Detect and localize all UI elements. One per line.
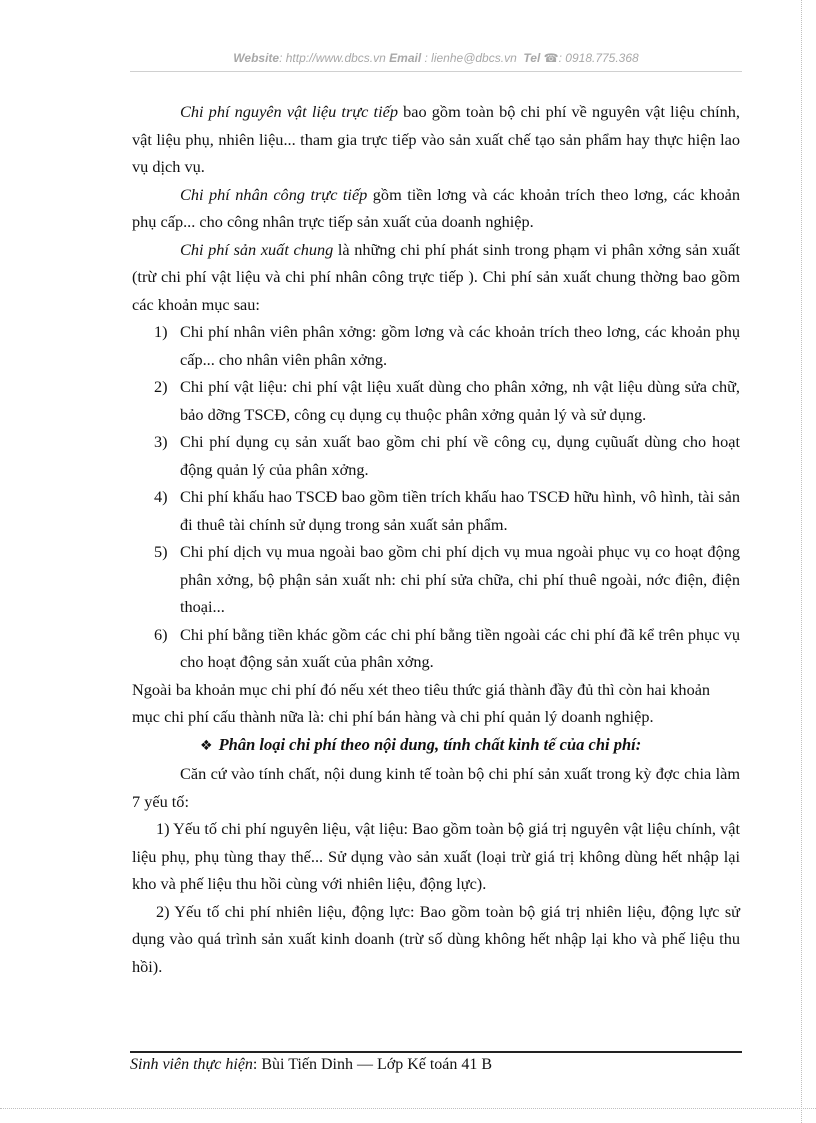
footer-label: Sinh viên thực hiện bbox=[130, 1056, 253, 1073]
page-header bbox=[130, 51, 742, 72]
list-text: Chi phí nhân viên phân xởng: gồm lơng và các khoản trích theo lơng, các khoản phụ cấp... cho nhân viên phân xởng. bbox=[180, 322, 740, 369]
term-direct-materials: Chi phí nguyên vật liệu trực tiếp bbox=[180, 102, 398, 121]
paragraph-direct-materials bbox=[132, 98, 740, 181]
list-item bbox=[132, 373, 740, 428]
term-direct-labor: Chi phí nhân công trực tiếp bbox=[180, 184, 368, 204]
list-number: 3) bbox=[154, 432, 168, 451]
list-item bbox=[132, 318, 740, 373]
list-number: 1) bbox=[154, 322, 168, 341]
page-footer bbox=[130, 1051, 742, 1074]
tel-number: : 0918.775.368 bbox=[558, 51, 639, 65]
tel-label: Tel bbox=[523, 51, 541, 65]
list-item bbox=[132, 621, 740, 676]
paragraph-text: bao gồm toàn bộ chi phí về nguyên vật liệu chính, vật liệu phụ, nhiên liệu... tham gia trực tiếp vào sản xuất chế tạo sản phẩm hay thực hiện lao vụ dịch vụ. bbox=[132, 102, 740, 176]
phone-icon: ☎ bbox=[543, 51, 559, 65]
list-text: Chi phí dụng cụ sản xuất bao gồm chi phí về công cụ, dụng cụũuất dùng cho hoạt động quản lý của phân xởng. bbox=[180, 432, 740, 479]
list-number: 5) bbox=[154, 542, 168, 561]
document-body bbox=[132, 98, 740, 980]
diamond-bullet-icon: ❖ bbox=[200, 737, 213, 754]
paragraph-direct-labor bbox=[132, 181, 740, 236]
footer-value: : Bùi Tiến Dinh — Lớp Kế toán 41 B bbox=[252, 1056, 493, 1073]
email-label: Email bbox=[389, 51, 422, 65]
overhead-list bbox=[132, 318, 740, 676]
heading-text: Phân loại chi phí theo nội dung, tính chất kinh tế của chi phí: bbox=[218, 734, 642, 754]
list-text: Chi phí vật liệu: chi phí vật liệu xuất dùng cho phân xởng, nh vật liệu dùng sửa chữ, bảo dỡng TSCĐ, công cụ dụng cụ thuộc phân xởng quản lý và sử dụng. bbox=[180, 377, 740, 424]
list-text: Chi phí khấu hao TSCĐ bao gồm tiền trích khấu hao TSCĐ hữu hình, vô hình, tài sản đi thuê tài chính sử dụng trong sản xuất sản phẩm. bbox=[180, 487, 740, 534]
list-item bbox=[132, 428, 740, 483]
website-label: Website bbox=[233, 51, 280, 65]
page-border-bottom bbox=[0, 1108, 816, 1109]
section-heading bbox=[132, 731, 740, 761]
factor-item-1: 1) Yếu tố chi phí nguyên liệu, vật liệu: Bao gồm toàn bộ giá trị nguyên vật liệu chính, vật liệu phụ, phụ tùng thay thế... Sử dụng vào sản xuất (loại trừ giá trị không dùng hết nhập lại kho và phế liệu thu hồi cùng với nhiên liệu, động lực). bbox=[132, 819, 740, 893]
term-overhead: Chi phí sản xuất chung bbox=[180, 239, 334, 259]
list-number: 2) bbox=[154, 377, 168, 396]
factor-item-2: 2) Yếu tố chi phí nhiên liệu, động lực: Bao gồm toàn bộ giá trị nhiên liệu, động lực sử dụng vào quá trình sản xuất kinh doanh (trừ số dùng không hết nhập lại kho và phế liệu thu hồi). bbox=[132, 901, 740, 976]
email-address[interactable]: : lienhe@dbcs.vn bbox=[421, 51, 517, 65]
list-item bbox=[132, 483, 740, 538]
list-number: 6) bbox=[154, 624, 168, 644]
website-url[interactable]: : http://www.dbcs.vn bbox=[279, 51, 386, 65]
paragraph-overhead bbox=[132, 236, 740, 319]
list-item bbox=[132, 538, 740, 621]
paragraph-text: gồm tiền lơng và các khoản trích theo lơng, các khoản phụ cấp... cho công nhân trực tiếp sản xuất của doanh nghiệp. bbox=[132, 184, 740, 231]
list-text: Chi phí bằng tiền khác gồm các chi phí bằng tiền ngoài các chi phí đã kể trên phục vụ cho hoạt động sản xuất của phân xởng. bbox=[180, 624, 740, 671]
list-number: 4) bbox=[154, 487, 168, 506]
list-text: Chi phí dịch vụ mua ngoài bao gồm chi phí dịch vụ mua ngoài phục vụ co hoạt động phân xởng, bộ phận sản xuất nh: chi phí sửa chữa, chi phí thuê ngoài, nớc điện, điện thoại... bbox=[180, 542, 740, 616]
closing-paragraph: Ngoài ba khoản mục chi phí đó nếu xét theo tiêu thức giá thành đầy đủ thì còn hai khoản mục chi phí cấu thành nữa là: chi phí bán hàng và chi phí quản lý doanh nghiệp. bbox=[132, 679, 711, 726]
paragraph-text: là những chi phí phát sinh trong phạm vi phân xởng sản xuất (trừ chi phí vật liệu và chi phí nhân công trực tiếp ). Chi phí sản xuất chung thờng bao gồm các khoản mục sau: bbox=[132, 239, 740, 314]
section-intro: Căn cứ vào tính chất, nội dung kinh tế toàn bộ chi phí sản xuất trong kỳ đợc chia làm 7 yếu tố: bbox=[132, 764, 740, 811]
page-border-right bbox=[801, 0, 802, 1123]
